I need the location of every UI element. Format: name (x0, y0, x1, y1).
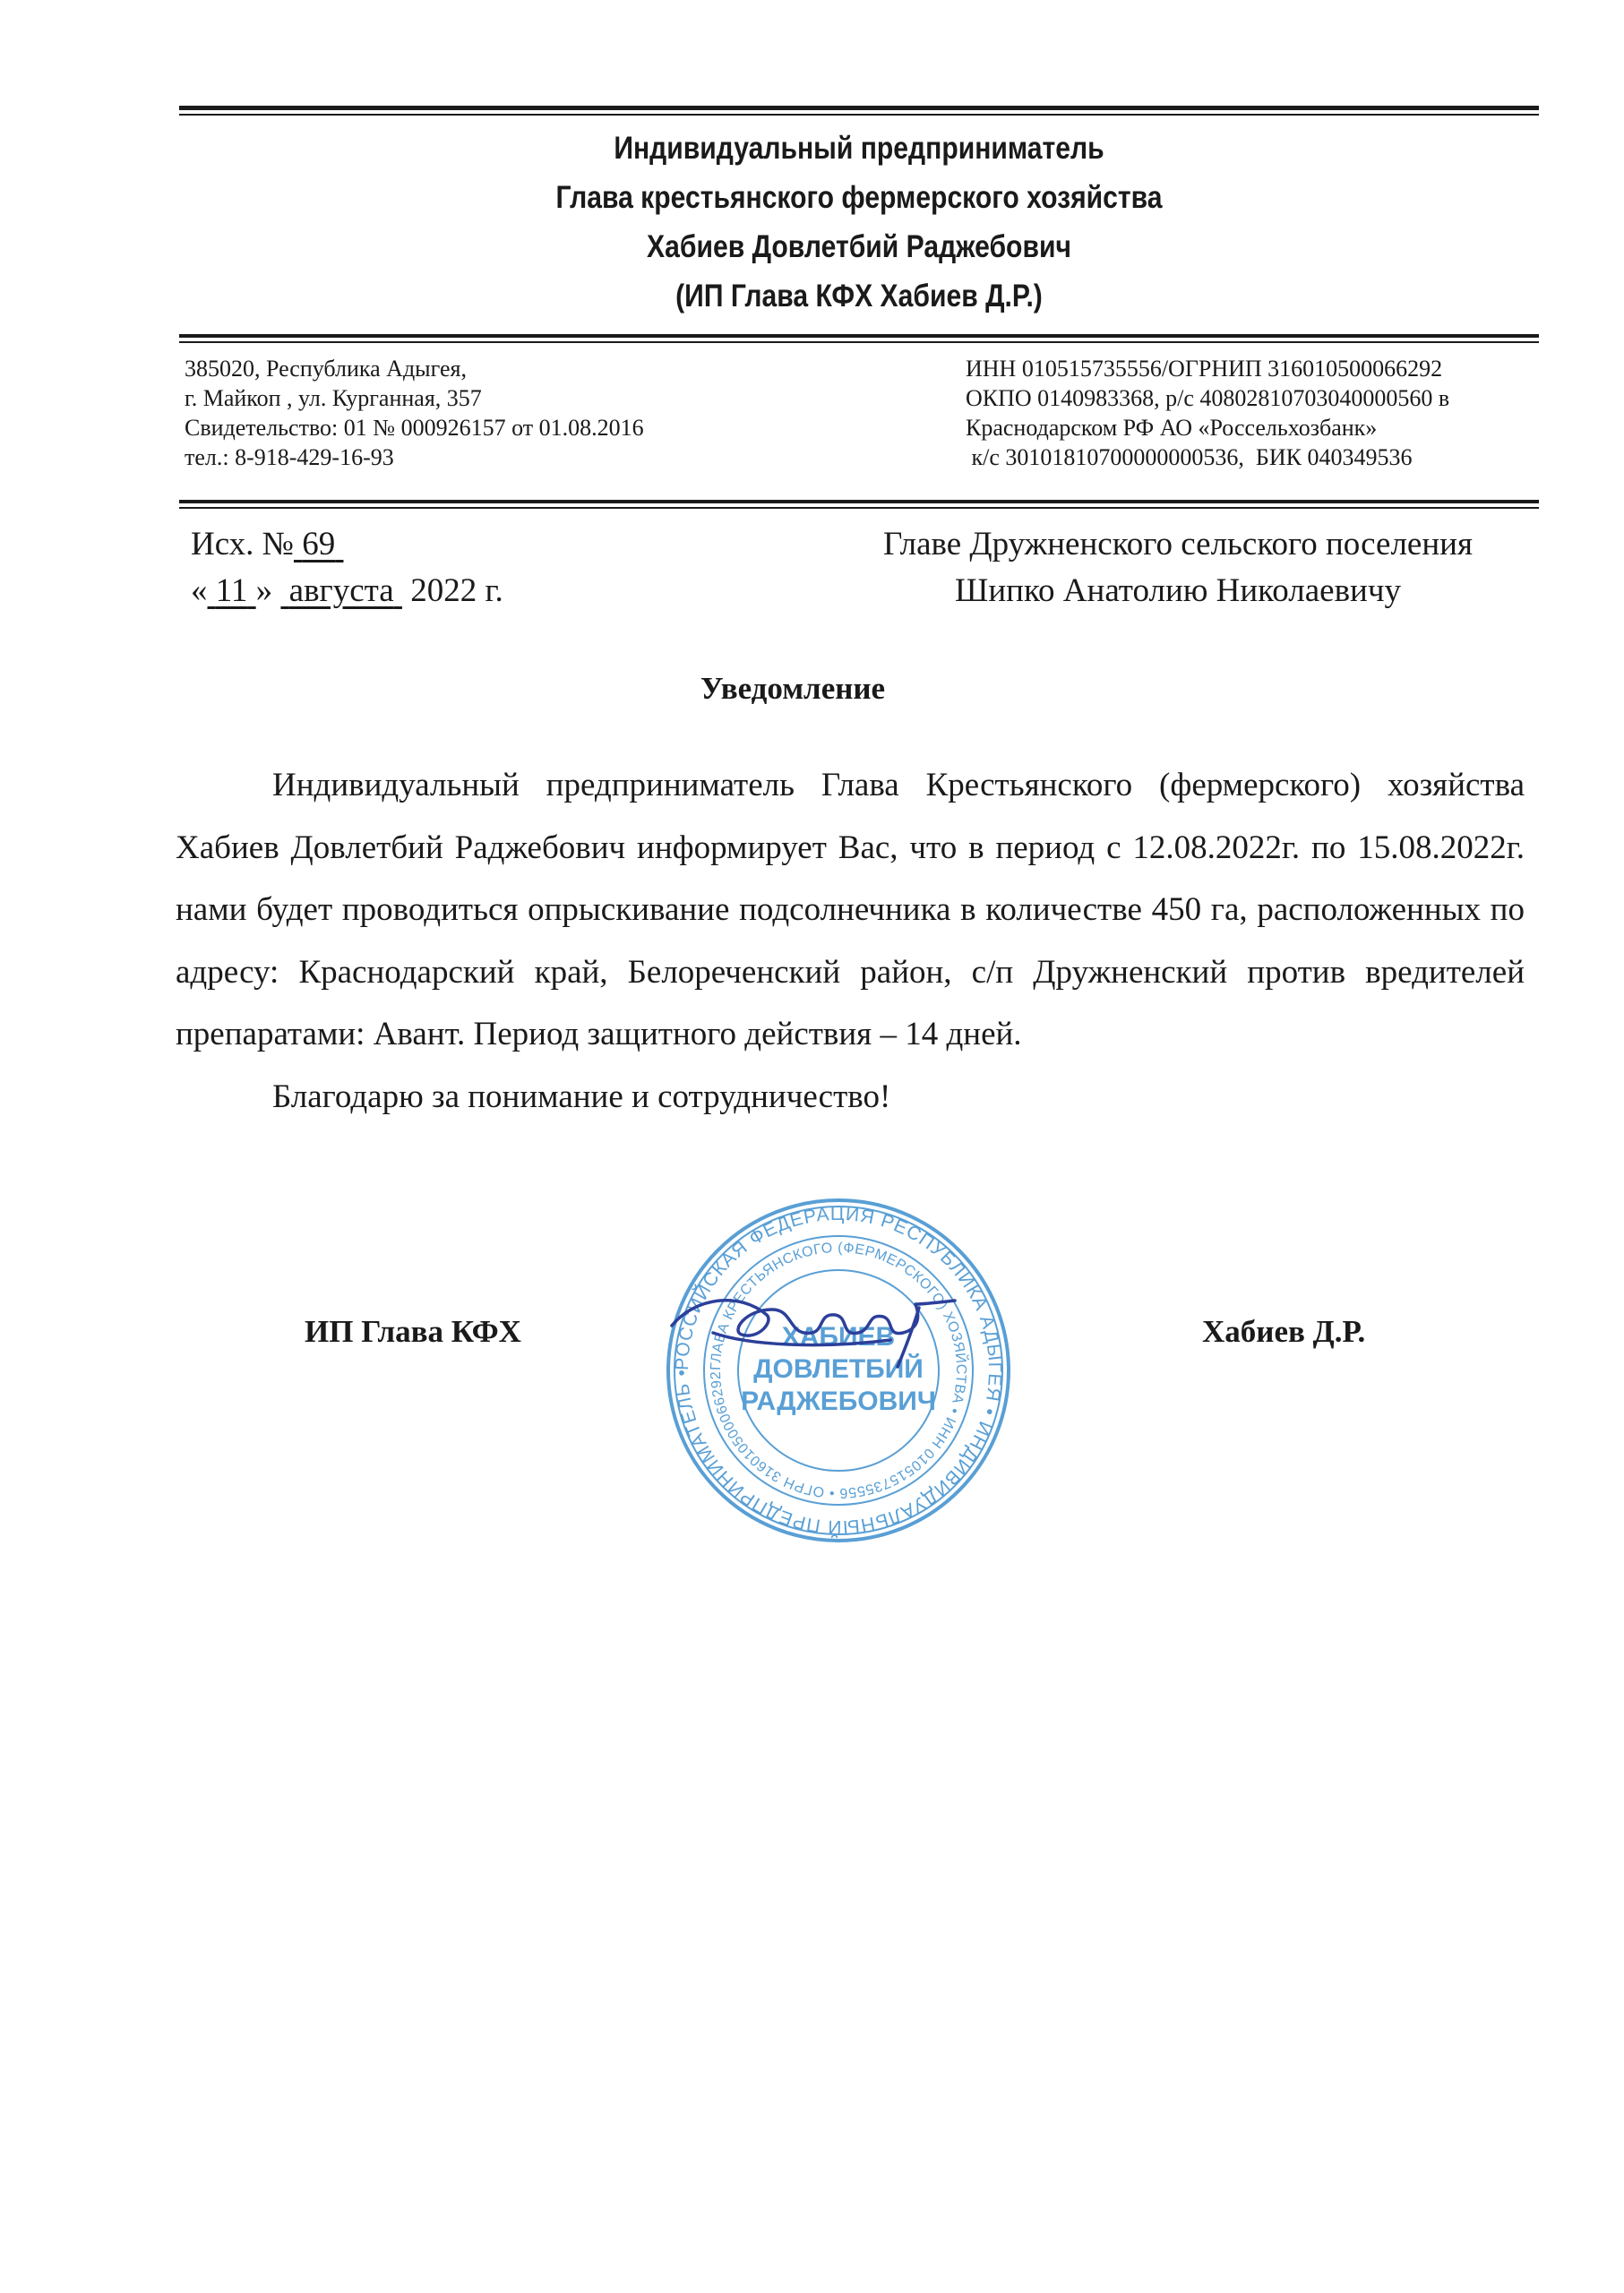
letterhead-line-1: Индивидуальный предприниматель (614, 131, 1104, 166)
signature-position: ИП Глава КФХ (305, 1314, 521, 1349)
requisites-right (966, 354, 1449, 472)
header-rule-bottom-thick (179, 500, 1539, 503)
body-paragraph-1: Индивидуальный предприниматель Глава Крестьянского (фермерского) хозяйства Хабиев Довлетбий Раджебович информирует Вас, что в период с 12.08.2022г. по 15.08.2022г. нами будет проводиться опрыскивание подсолнечника в количестве 450 га, расположенных по адресу: Краснодарский край, Белореченский район, с/п Дружненский против вредителей препаратами: Авант. Период защитного действия – 14 дней. (176, 767, 1525, 1052)
requisites-right-line: ИНН 010515735556/ОГРНИП 316010500066292 (966, 356, 1443, 382)
outgoing-number-value: 69 (302, 526, 336, 563)
requisites-left-line: 385020, Республика Адыгея, (185, 356, 467, 382)
requisites-right-line: ОКПО 0140983368, р/с 40802810703040000560 в (966, 385, 1450, 411)
letterhead-line-2: Глава крестьянского фермерского хозяйства (555, 180, 1163, 215)
header-rule-mid-thin (179, 341, 1539, 343)
addressee-block (788, 521, 1568, 614)
requisites-right-line: Краснодарском РФ АО «Россельхозбанк» (966, 415, 1378, 441)
date-month (280, 572, 402, 609)
requisites-left-line: г. Майкоп , ул. Курганная, 357 (185, 385, 482, 411)
header-rule-top-thick (179, 106, 1539, 110)
requisites-right-line: к/с 30101810700000000536, БИК 040349536 (966, 444, 1413, 470)
company-stamp (659, 1191, 1018, 1550)
date-day (208, 572, 256, 609)
date-month-value: августа (288, 572, 394, 609)
stamp-center-line-2: ДОВЛЕТБИЙ (753, 1354, 924, 1384)
document-body (176, 754, 1525, 1128)
stamp-center-line-3: РАДЖЕБОВИЧ (741, 1387, 936, 1416)
header-rule-bottom-thin (179, 507, 1539, 509)
letterhead-line-3: Хабиев Довлетбий Раджебович (647, 229, 1071, 264)
body-paragraph-2: Благодарю за понимание и сотрудничество! (272, 1078, 891, 1115)
stamp-center-line-1: ХАБИЕВ (781, 1322, 896, 1352)
date-close-quote: » (255, 572, 273, 609)
date-year: 2022 г. (410, 572, 503, 609)
letterhead-line-4: (ИП Глава КФХ Хабиев Д.Р.) (675, 279, 1043, 313)
addressee-line-2: Шипко Анатолию Николаевичу (955, 572, 1401, 609)
header-rule-mid-thick (179, 334, 1539, 338)
date-open-quote: « (191, 572, 208, 609)
document-heading: Уведомление (700, 671, 886, 706)
requisites-left-line: Свидетельство: 01 № 000926157 от 01.08.2016 (185, 415, 644, 441)
stamp-outer-text: РОССИЙСКАЯ ФЕДЕРАЦИЯ РЕСПУБЛИКА АДЫГЕЯ • ИНДИВИДУАЛЬНЫЙ ПРЕДПРИНИМАТЕЛЬ • (671, 1203, 1006, 1538)
outgoing-number (294, 526, 344, 563)
letterhead-title (274, 124, 1443, 321)
stamp-middle-text: ГЛАВА КРЕСТЬЯНСКОГО (ФЕРМЕРСКОГО) ХОЗЯЙСТВА • ИНН 010515735556 • ОГРН 316010500066292 (708, 1240, 969, 1501)
requisites-left (185, 354, 644, 472)
addressee-line-1: Главе Дружненского сельского поселения (883, 526, 1473, 563)
outgoing-number-line (191, 521, 503, 568)
outgoing-date-line (191, 568, 503, 614)
signature-name: Хабиев Д.Р. (1202, 1314, 1366, 1349)
date-day-value: 11 (215, 572, 248, 609)
header-rule-top-thin (179, 114, 1539, 116)
stamp-seal-graphic (659, 1191, 1018, 1550)
outgoing-number-label: Исх. № (191, 526, 294, 563)
requisites-left-line: тел.: 8-918-429-16-93 (185, 444, 394, 470)
outgoing-reference (191, 521, 503, 614)
